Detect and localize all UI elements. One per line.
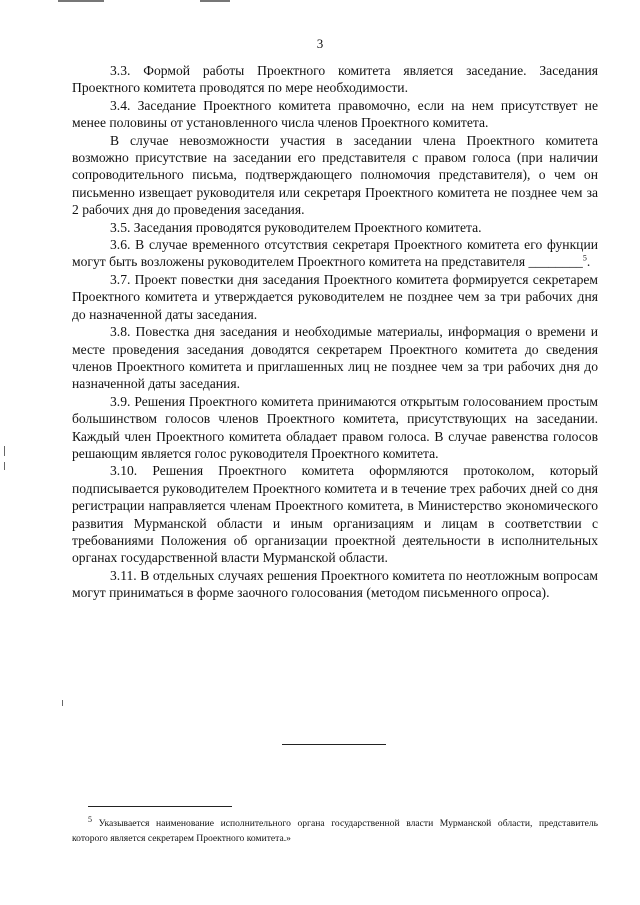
scan-mark bbox=[200, 0, 230, 2]
paragraph-3-4: 3.4. Заседание Проектного комитета правомочно, если на нем присутствует не менее половины от установленного числа членов Проектного комитета. bbox=[72, 97, 598, 131]
paragraph-3-6-text: 3.6. В случае временного отсутствия секретаря Проектного комитета его функции могут быть возложены руководителем Проектного комитета на представителя ________ bbox=[72, 237, 598, 270]
closing-separator bbox=[282, 744, 386, 745]
paragraph-3-3: 3.3. Формой работы Проектного комитета является заседание. Заседания Проектного комитета проводятся по мере необходимости. bbox=[72, 63, 598, 96]
paragraph-3-8: 3.8. Повестка дня заседания и необходимые материалы, информация о времени и месте проведения заседания доводятся секретарем Проектного комитета до сведения членов Проектного комитета и приглашенных лиц не позднее чем за три рабочих дня до назначенной даты заседания. bbox=[72, 324, 598, 392]
footnote-marker: 5 bbox=[88, 814, 92, 824]
paragraph-representative: В случае невозможности участия в заседании члена Проектного комитета возможно присутствие на заседании его представителя с правом голоса (при наличии сопроводительного письма, подтверждающего полномочия представителя), о чем он письменно извещает руководителя или секретаря Проектного комитета не позднее чем за 2 рабочих дня до проведения заседания. bbox=[72, 132, 598, 218]
scan-mark bbox=[58, 0, 104, 2]
scan-edge-mark bbox=[4, 462, 5, 470]
footnote bbox=[72, 816, 598, 846]
paragraph-3-7: 3.7. Проект повестки дня заседания Проектного комитета формируется секретарем Проектного комитета и утверждается руководителем не позднее чем за три рабочих дня до назначенной даты заседания. bbox=[72, 271, 598, 322]
paragraph-3-11: 3.11. В отдельных случаях решения Проектного комитета по неотложным вопросам могут приниматься в форме заочного голосования (методом письменного опроса). bbox=[72, 567, 598, 601]
footnote-separator bbox=[88, 806, 232, 807]
scan-edge-mark bbox=[4, 446, 5, 456]
document-body bbox=[72, 62, 598, 602]
scan-edge-mark bbox=[62, 700, 63, 706]
scan-top-marks bbox=[0, 0, 640, 6]
paragraph-3-5: 3.5. Заседания проводятся руководителем Проектного комитета. bbox=[110, 219, 482, 235]
footnote-text: Указывается наименование исполнительного органа государственной власти Мурманской области, представитель которого является секретарем Проектного комитета.» bbox=[72, 818, 598, 844]
paragraph-3-6-tail: . bbox=[586, 254, 591, 270]
paragraph-3-9: 3.9. Решения Проектного комитета принимаются открытым голосованием простым большинством голосов членов Проектного комитета, присутствующих на заседании. Каждый член Проектного комитета обладает правом голоса. В случае равенства голосов решающим является голос руководителя Проектного комитета. bbox=[72, 393, 598, 461]
paragraph-3-6 bbox=[72, 236, 598, 271]
footnote-reference: 5 bbox=[582, 253, 587, 263]
page-number: 3 bbox=[316, 36, 324, 51]
paragraph-3-10: 3.10. Решения Проектного комитета оформляются протоколом, который подписывается руководителем Проектного комитета и в течение трех рабочих дней со дня регистрации направляется членам Проектного комитета, в Министерство экономического развития Мурманской области и иным организациям и лицам в соответствии с требованиями Положения об организации проектной деятельности в исполнительных органах государственной власти Мурманской области. bbox=[72, 463, 598, 566]
